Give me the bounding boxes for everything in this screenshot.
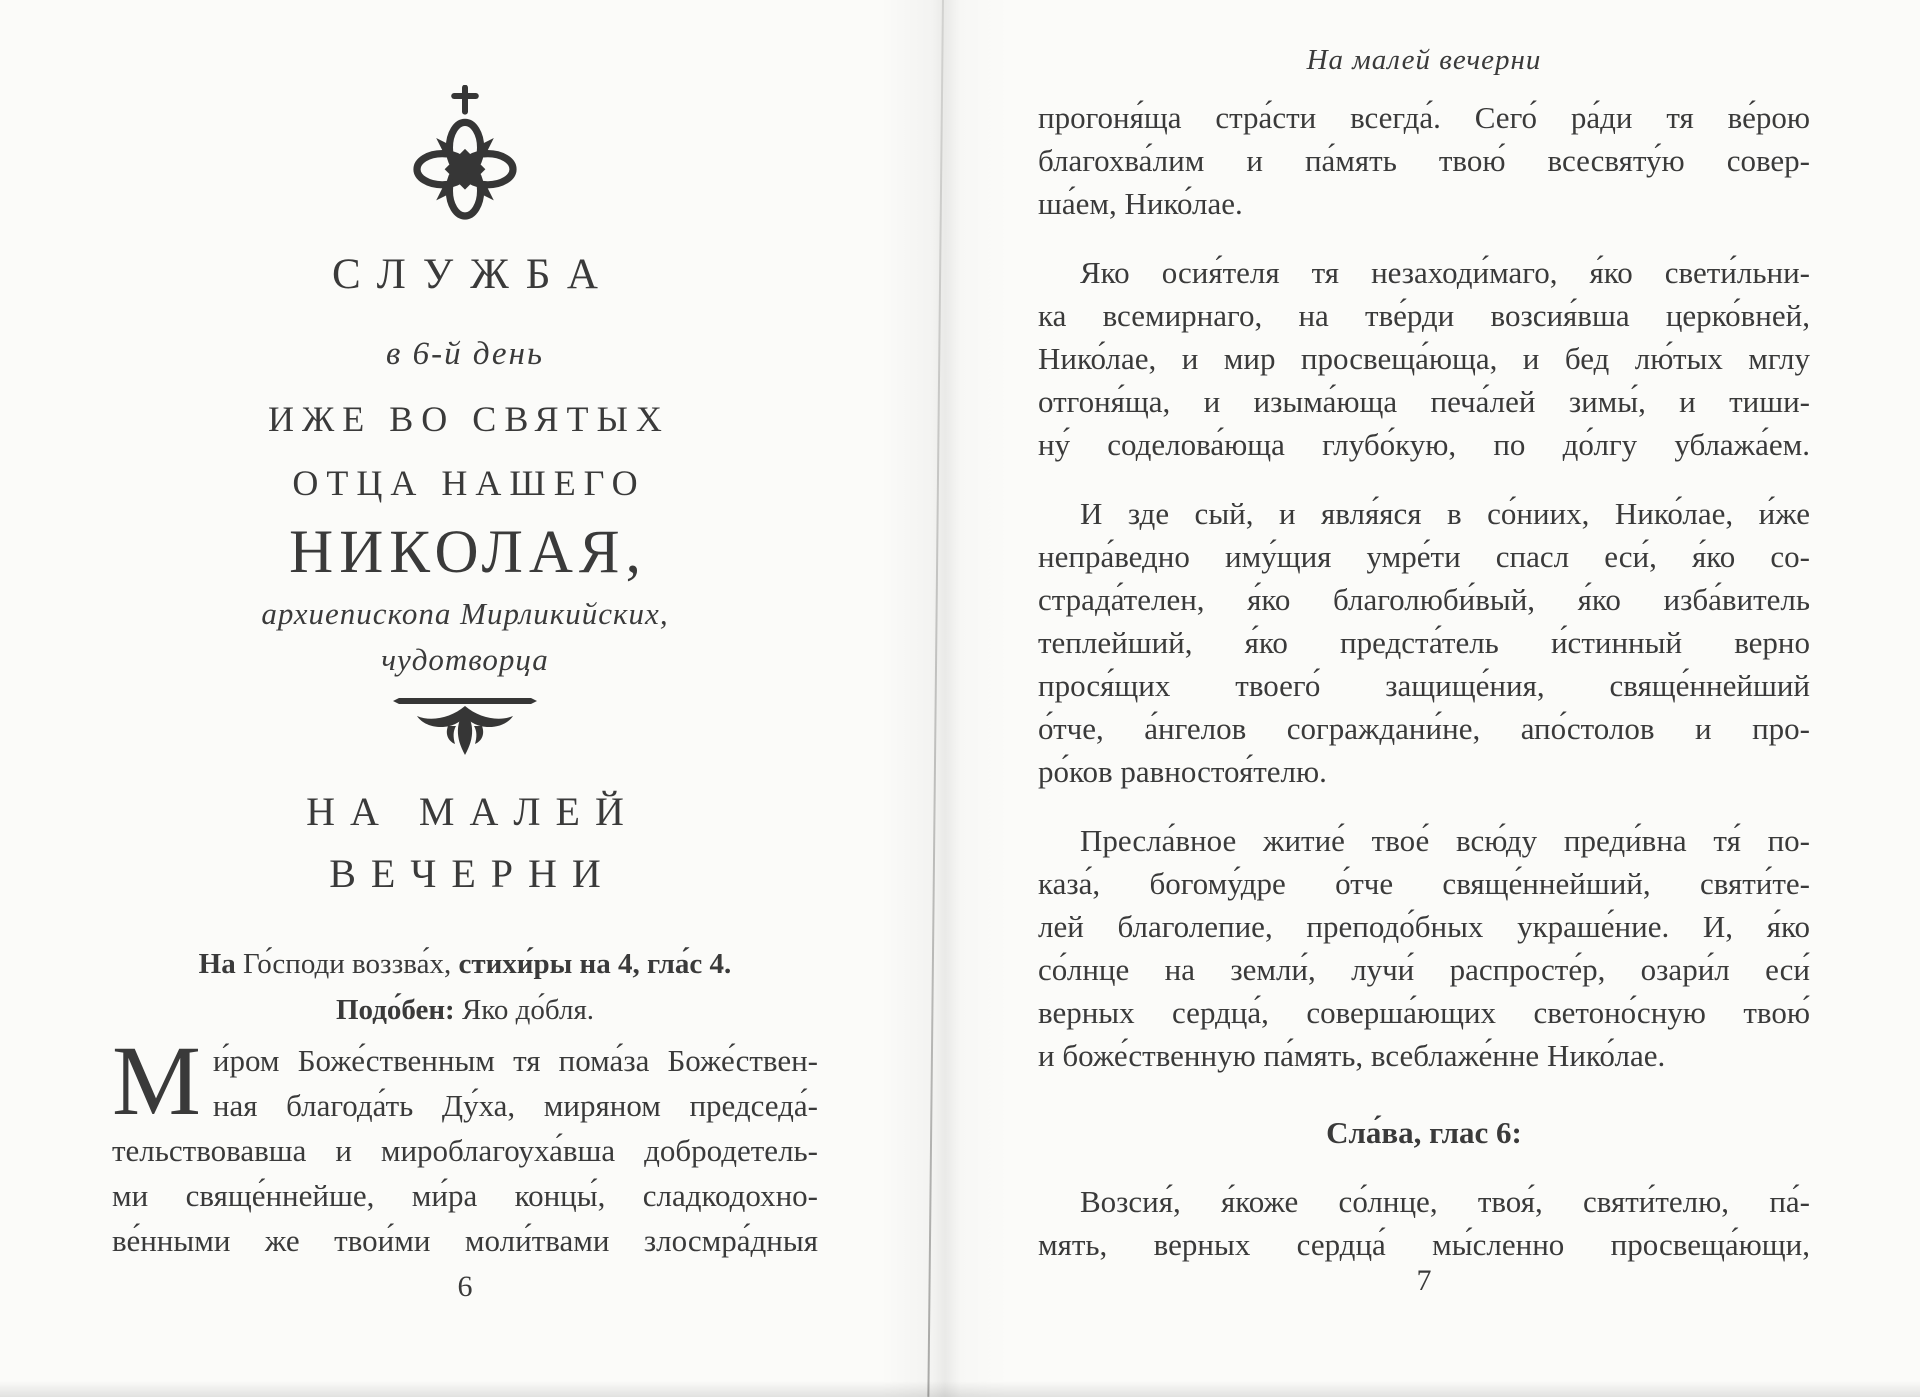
text-line: Возсия́, я́коже со́лнце, твоя́, святи́телю, па́- [1080, 1184, 1810, 1219]
text-line: страда́телен, я́ко благолюби́вый, я́ко изба́витель [1038, 582, 1810, 617]
final-paragraph [1038, 1180, 1810, 1266]
right-page-number: 7 [1416, 1264, 1432, 1297]
text-line: лей благолепие, преподо́бных украше́ние. И, я́ко [1038, 909, 1810, 944]
text-line: ро́ков равностоя́телю. [1038, 754, 1327, 789]
running-head: На малей вечерни [1306, 44, 1542, 76]
cross-knot-emblem-icon [112, 85, 818, 227]
title-izhe-vo-svyatykh: ИЖЕ ВО СВЯТЫХ [268, 399, 670, 439]
title-day: в 6-й день [386, 336, 544, 372]
rubric-bold-na: На [198, 948, 243, 980]
text-line: теплейший, я́ко предста́тель и́стинный верно [1038, 625, 1810, 660]
text-line: прося́щих твоего́ защище́ния, свяще́ннейший [1038, 668, 1810, 703]
left-body-paragraph [112, 1025, 818, 1263]
text-line: со́лнце на земли́, лучи́ распросте́р, озари́л еси́ [1038, 952, 1810, 987]
left-page-number: 6 [457, 1270, 473, 1303]
text-line: ми свяще́ннейше, ми́ра концы́, сладкодохно- [112, 1178, 818, 1213]
text-line: непра́ведно иму́щия умре́ти спасл еси́, я́ко со- [1038, 539, 1810, 574]
text-line: Яко осия́теля тя незаходи́маго, я́ко свети́льни- [1080, 255, 1810, 290]
fleuron-divider-icon [112, 692, 818, 758]
text-line: Нико́лае, и мир просвеща́юща, и бед лю́тых мглу [1038, 341, 1810, 376]
left-paragraph-lines [112, 1025, 818, 1263]
rubric-line2 [112, 994, 818, 1027]
body-paragraph [1038, 819, 1810, 1077]
text-line: и́ром Боже́ственным тя пома́за Боже́ствен- [212, 1043, 818, 1078]
body-paragraph [1038, 492, 1810, 793]
dropcap-letter: М [112, 1025, 201, 1136]
body-paragraph [1038, 251, 1810, 466]
text-line: ная благода́ть Ду́ха, миряном председа́- [212, 1088, 818, 1123]
text-line: отгоня́ща, и изыма́юща печа́лей зимы́, и тиши- [1038, 384, 1810, 419]
right-page [1038, 0, 1810, 1397]
text-line: тельствовавша и мироблагоуха́вша добродетель- [112, 1133, 818, 1168]
text-line: ну́ соделова́юща глубо́кую, по до́лгу ублажа́ем. [1038, 427, 1810, 462]
title-sluzhba: СЛУЖБА [332, 251, 615, 298]
rubric-bold-stikhiry: стихи́ры на 4, гла́с 4. [458, 948, 732, 980]
text-line: каза́, богому́дре о́тче свяще́ннейший, святи́те- [1038, 866, 1810, 901]
text-line: о́тче, а́нгелов сограждани́не, апо́столов и про- [1038, 711, 1810, 746]
text-line: верных сердца́, соверша́ющих светоно́сную твою́ [1038, 995, 1810, 1030]
text-line: И зде сый, и явля́яся в со́ниих, Нико́лае, и́же [1080, 496, 1810, 531]
rubric-regular-gospodi: Го́споди воззва́х, [242, 948, 459, 980]
section-heading-line2: ВЕЧЕРНИ [329, 851, 616, 896]
body-paragraph [1038, 96, 1810, 225]
text-line: ве́нными же твои́ми моли́твами злосмра́дныя [112, 1223, 818, 1258]
text-line: и боже́ственную па́мять, всеблаже́нне Нико́лае. [1038, 1038, 1666, 1073]
rubric-bold-podoben: Подо́бен: [335, 994, 462, 1026]
rubric-regular-yako: Яко до́бля. [461, 994, 595, 1026]
text-line: ша́ем, Нико́лае. [1038, 186, 1243, 221]
section-heading-line1: НА МАЛЕЙ [306, 789, 639, 834]
text-line: Пресла́вное житие́ твое́ всю́ду преди́вна тя́ по- [1080, 823, 1810, 858]
right-paragraphs [1038, 96, 1810, 1077]
rubric-line1 [112, 948, 818, 981]
title-wonderworker: чудотворца [381, 642, 549, 677]
page-bottom-shadow [0, 1381, 1920, 1397]
title-archbishop: архиепископа Мирликийских, [261, 596, 669, 631]
page-gutter-shadow [880, 0, 1010, 1397]
text-line: благохва́лим и па́мять твою́ всесвяту́ю совер- [1038, 143, 1810, 178]
slava-heading: Сла́ва, глас 6: [1326, 1115, 1522, 1150]
right-body [1038, 96, 1810, 1292]
text-line: прогоня́ща стра́сти всегда́. Сего́ ра́ди тя ве́рою [1038, 100, 1810, 135]
left-page [112, 0, 818, 1397]
title-nikolaya: НИКОЛАЯ, [289, 519, 647, 586]
text-line: мять, верных сердца́ мы́сленно просвеща́ющи, [1038, 1227, 1810, 1262]
text-line: ка всемирнаго, на тве́рди возсия́вша церко́вней, [1038, 298, 1810, 333]
title-otca-nashego: ОТЦА НАШЕГО [292, 463, 646, 503]
